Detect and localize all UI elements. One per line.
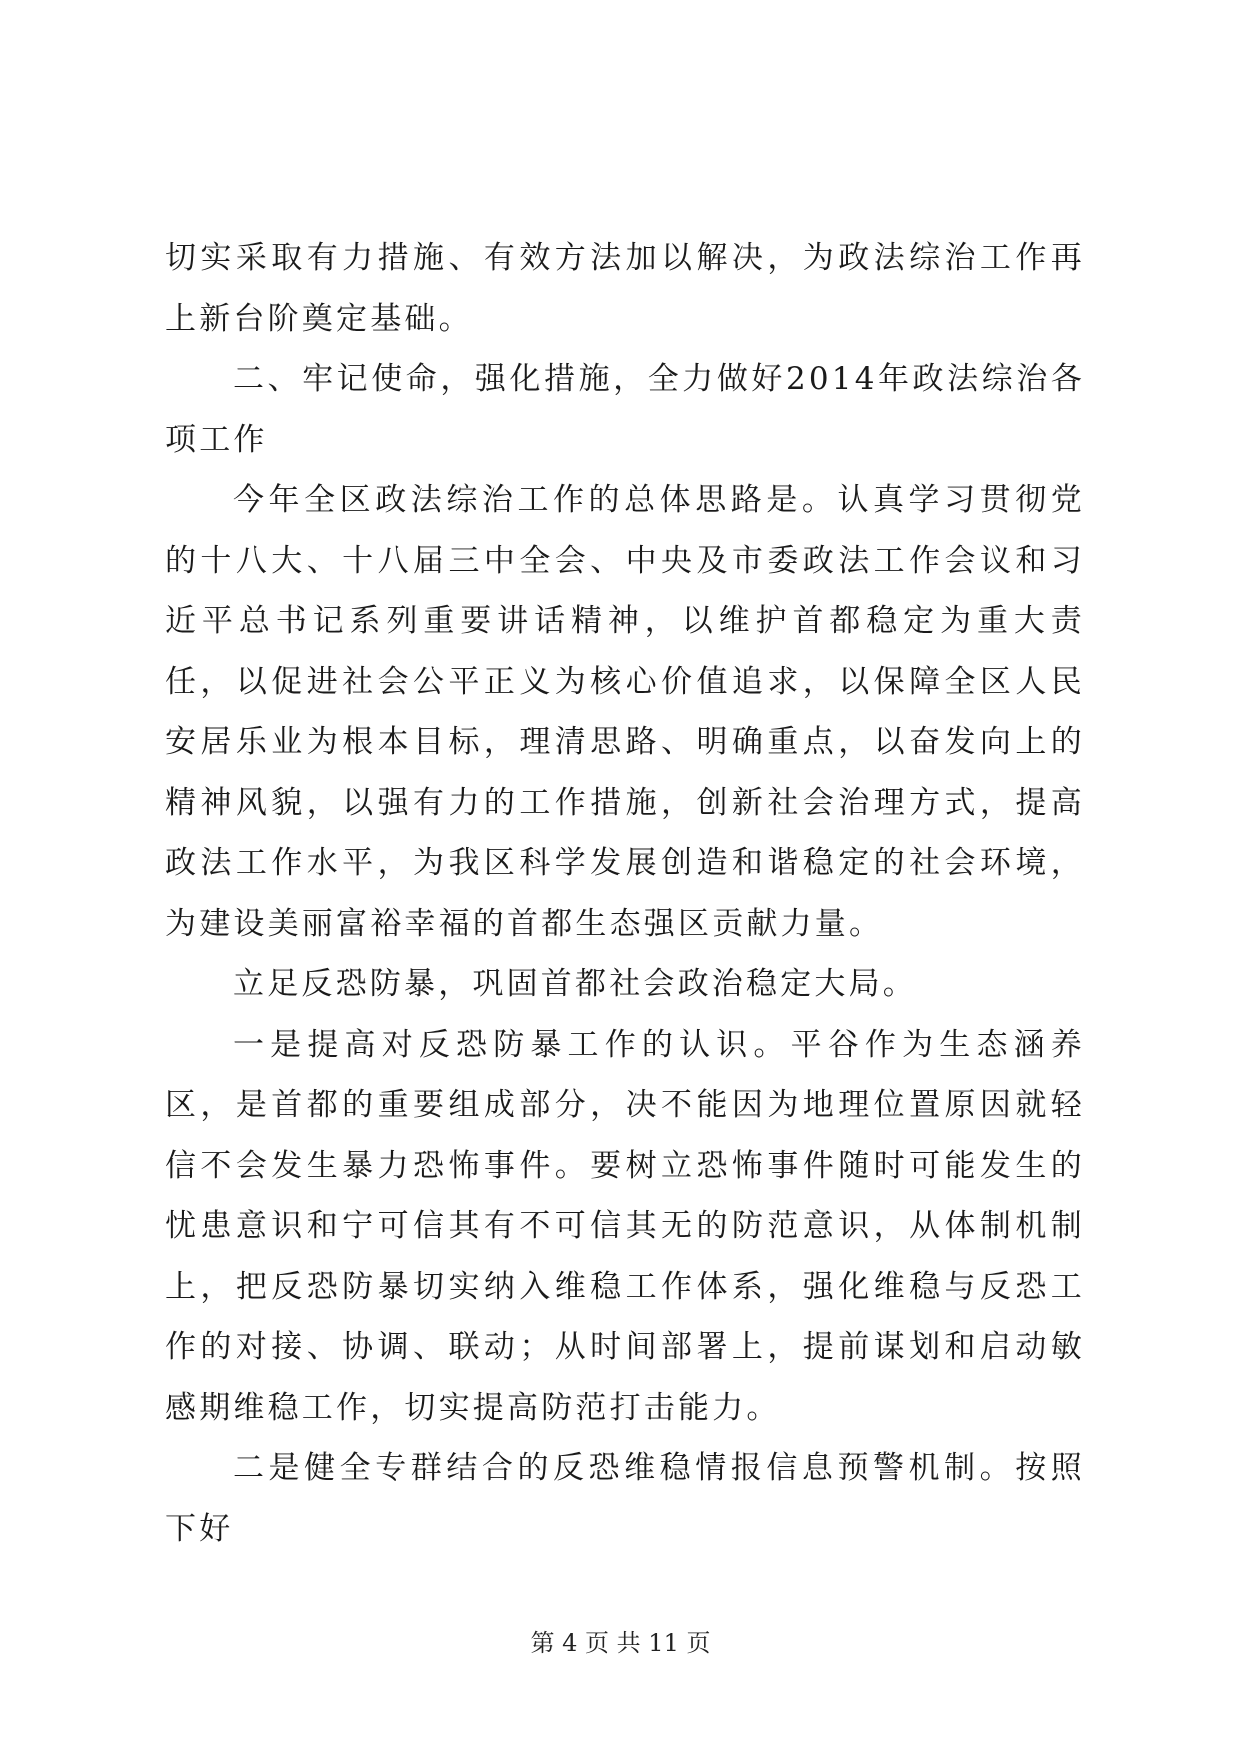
- page-footer: [0, 1628, 1241, 1658]
- page-number: 第 4 页 共 11 页: [530, 1629, 711, 1657]
- section-heading: 二、牢记使命，强化措施，全力做好2014年政法综治各项工作: [165, 361, 1085, 458]
- paragraph-continuation: 切实采取有力措施、有效方法加以解决，为政法综治工作再上新台阶奠定基础。: [165, 240, 1085, 337]
- subsection-heading: 立足反恐防暴，巩固首都社会政治稳定大局。: [233, 966, 917, 1002]
- paragraph-point-one: 一是提高对反恐防暴工作的认识。平谷作为生态涵养区，是首都的重要组成部分，决不能因为地理位置原因就轻信不会发生暴力恐怖事件。要树立恐怖事件随时可能发生的忧患意识和宁可信其有不可信其无的防范意识，从体制机制上，把反恐防暴切实纳入维稳工作体系，强化维稳与反恐工作的对接、协调、联动；从时间部署上，提前谋划和启动敏感期维稳工作，切实提高防范打击能力。: [165, 1026, 1085, 1426]
- paragraph-overall-approach: 今年全区政法综治工作的总体思路是。认真学习贯彻党的十八大、十八届三中全会、中央及市委政法工作会议和习近平总书记系列重要讲话精神，以维护首都稳定为重大责任，以促进社会公平正义为核心价值追求，以保障全区人民安居乐业为根本目标，理清思路、明确重点，以奋发向上的精神风貌，以强有力的工作措施，创新社会治理方式，提高政法工作水平，为我区科学发展创造和谐稳定的社会环境，为建设美丽富裕幸福的首都生态强区贡献力量。: [165, 482, 1085, 942]
- paragraph-point-two: 二是健全专群结合的反恐维稳情报信息预警机制。按照下好: [165, 1450, 1085, 1547]
- document-body: [165, 228, 1085, 1559]
